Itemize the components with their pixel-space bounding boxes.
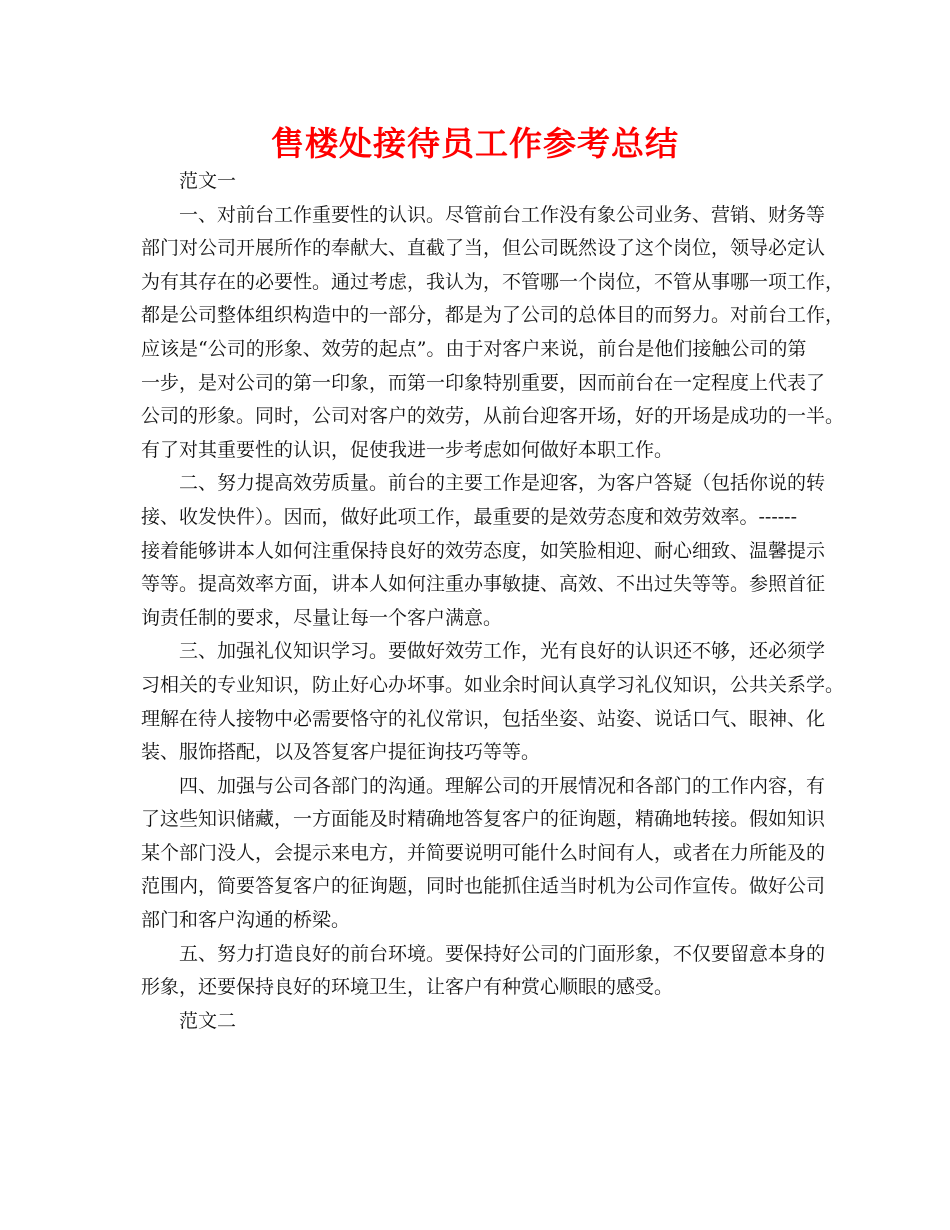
- section-label-2: 范文二: [179, 1009, 237, 1032]
- paragraph-1: [141, 199, 845, 468]
- paragraph-line: 接着能够讲本人如何注重保持良好的效劳态度，如笑脸相迎、耐心细致、温馨提示: [141, 539, 826, 562]
- paragraph-line: 理解在待人接物中必需要恪守的礼仪常识，包括坐姿、站姿、说话口气、眼神、化: [141, 707, 826, 730]
- paragraph-line: 四、加强与公司各部门的沟通。理解公司的开展情况和各部门的工作内容，有: [179, 774, 826, 797]
- paragraph-line: 公司的形象。同时，公司对客户的效劳，从前台迎客开场，好的开场是成功的一半。: [141, 405, 845, 428]
- paragraph-line: 范围内，简要答复客户的征询题，同时也能抓住适当时机为公司作宣传。做好公司: [141, 875, 826, 898]
- paragraph-line: 部门对公司开展所作的奉献大、直截了当，但公司既然设了这个岗位，领导必定认: [141, 237, 826, 260]
- paragraph-line: 都是公司整体组织构造中的一部分，都是为了公司的总体目的而努力。对前台工作，: [141, 304, 845, 327]
- paragraph-4: [141, 770, 826, 938]
- paragraph-line: 一步，是对公司的第一印象，而第一印象特别重要，因而前台在一定程度上代表了: [141, 371, 826, 394]
- paragraph-line: 了这些知识储藏，一方面能及时精确地答复客户的征询题，精确地转接。假如知识: [141, 808, 826, 831]
- paragraph-2: [141, 467, 826, 635]
- paragraph-line: 部门和客户沟通的桥梁。: [141, 909, 351, 932]
- paragraph-line: 二、努力提高效劳质量。前台的主要工作是迎客，为客户答疑（包括你说的转: [179, 472, 826, 495]
- section-label-1: 范文一: [179, 170, 237, 192]
- paragraph-line: 接、收发快件）。因而，做好此项工作，最重要的是效劳态度和效劳效率。------: [141, 505, 798, 528]
- paragraph-3: [141, 635, 845, 769]
- paragraph-line: 习相关的专业知识，防止好心办坏事。如业余时间认真学习礼仪知识，公共关系学。: [141, 673, 845, 696]
- paragraph-line: 形象，还要保持良好的环境卫生，让客户有种赏心顺眼的感受。: [141, 976, 674, 999]
- paragraph-line: 一、对前台工作重要性的认识。尽管前台工作没有象公司业务、营销、财务等: [179, 203, 826, 226]
- paragraph-line: 三、加强礼仪知识学习。要做好效劳工作，光有良好的认识还不够，还必须学: [179, 640, 826, 663]
- paragraph-line: 装、服饰搭配，以及答复客户提征询技巧等等。: [141, 741, 541, 764]
- paragraph-line: 五、努力打造良好的前台环境。要保持好公司的门面形象，不仅要留意本身的: [179, 942, 826, 965]
- paragraph-5: [141, 938, 826, 1005]
- paragraph-line: 询责任制的要求，尽量让每一个客户满意。: [141, 606, 503, 629]
- paragraph-line: 有了对其重要性的认识，促使我进一步考虑如何做好本职工作。: [141, 438, 674, 461]
- document-title: 售楼处接待员工作参考总结: [271, 124, 679, 163]
- paragraph-line: 应该是“公司的形象、效劳的起点”。由于对客户来说，前台是他们接触公司的第: [141, 337, 807, 360]
- paragraph-line: 某个部门没人，会提示来电方，并简要说明可能什么时间有人，或者在力所能及的: [141, 841, 826, 864]
- document-body: [141, 165, 845, 1038]
- paragraph-line: 等等。提高效率方面，讲本人如何注重办事敏捷、高效、不出过失等等。参照首征: [141, 573, 826, 596]
- paragraph-line: 为有其存在的必要性。通过考虑，我认为，不管哪一个岗位，不管从事哪一项工作，: [141, 270, 845, 293]
